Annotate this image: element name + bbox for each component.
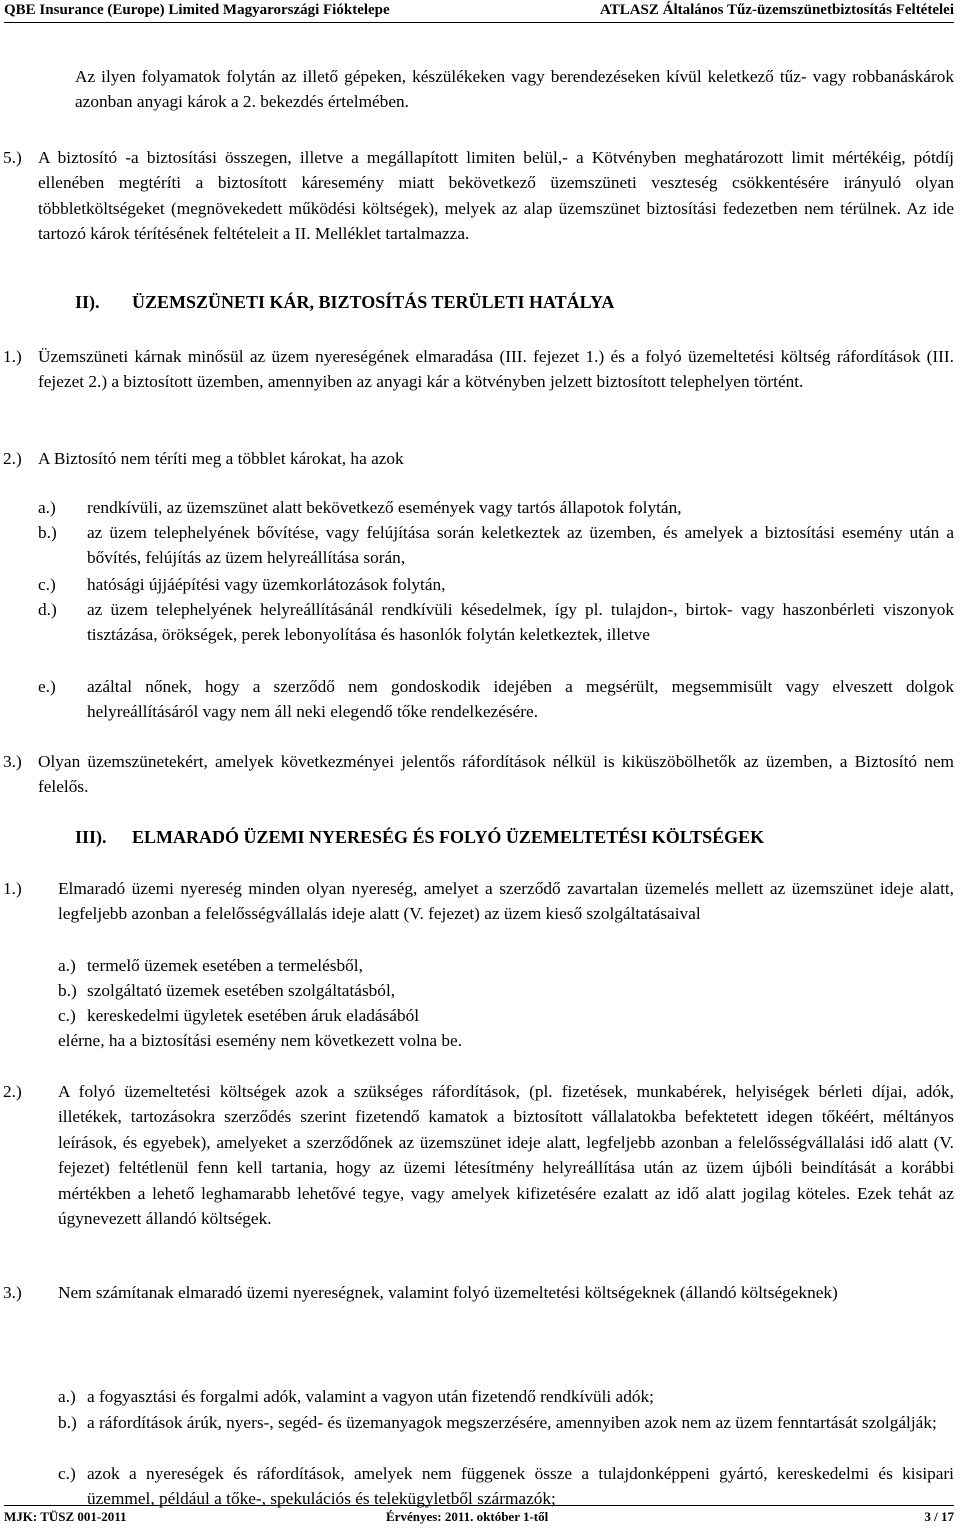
section3-p3-item-a-label: a.) <box>58 1387 76 1406</box>
section3-number: III). <box>75 827 107 847</box>
section3-title: ELMARADÓ ÜZEMI NYERESÉG ÉS FOLYÓ ÜZEMELTETÉSI KÖLTSÉGEK <box>132 827 765 847</box>
section3-p1-closing: elérne, ha a biztosítási esemény nem következett volna be. <box>58 1031 463 1050</box>
section3-p3-number: 3.) <box>3 1283 22 1302</box>
section3-p3-item-c-text: azok a nyereségek és ráfordítások, amelyek nem függenek össze a tulajdonképpeni gyártó, kereskedelmi és kisipari üzemmel, például a tőke-, spekulációs és telekügyletből származók; <box>87 1464 954 1509</box>
section3-p3-item-b-text: a ráfordítások árúk, nyers-, segéd- és üzemanyagok megszerzésére, amennyiben azok nem az üzem fenntartását szolgálják; <box>87 1413 937 1432</box>
page-footer <box>4 1505 954 1526</box>
section3-p1-item-b-text: szolgáltató üzemek esetében szolgáltatásból, <box>87 981 396 1000</box>
section3-p2-number: 2.) <box>3 1082 22 1101</box>
section2-number: II). <box>75 292 100 312</box>
section2-p1-number: 1.) <box>3 347 22 366</box>
section2-item-e-label: e.) <box>38 677 56 696</box>
section1-item5-number: 5.) <box>3 148 22 167</box>
section3-p1-item-a-label: a.) <box>58 956 76 975</box>
section2-p3-number: 3.) <box>3 752 22 771</box>
section2-item-a-label: a.) <box>38 498 56 517</box>
section2-p2-number: 2.) <box>3 449 22 468</box>
section2-item-b-text: az üzem telephelyének bővítése, vagy felújítása során keletkeztek az üzemben, és amelyek a biztosítási esemény után a bővítés, felújítás az üzem helyreállítása során, <box>87 523 954 568</box>
section1-item5-text: A biztosító -a biztosítási összegen, illetve a megállapított limiten belül,- a Kötvényben meghatározott limit mértékéig, pótdíj ellenében megtéríti a biztosított káresemény miatt bekövetkező üzemszüneti veszteség csökkentésére irányuló olyan többletköltségeket (megnövekedett működési költségek), melyek az alap üzemszünet biztosítási fedezetben nem térülnek. Az ide tartozó károk térítésének feltételeit a II. Melléklet tartalmazza. <box>38 148 954 244</box>
footer-page-number: 3 / 17 <box>924 1509 954 1524</box>
section2-item-c-text: hatósági újjáépítési vagy üzemkorlátozások folytán, <box>87 575 446 594</box>
section2-p3-text: Olyan üzemszünetekért, amelyek következményei jelentős ráfordítások nélkül is kiküszöbölhetők az üzemben, a Biztosító nem felelős. <box>38 752 954 797</box>
page-header <box>4 2 954 23</box>
footer-doc-code: MJK: TÜSZ 001-2011 <box>4 1509 127 1524</box>
header-company: QBE Insurance (Europe) Limited Magyarországi Fióktelepe <box>4 2 390 18</box>
section3-p3-item-b-label: b.) <box>58 1413 77 1432</box>
intro-paragraph: Az ilyen folyamatok folytán az illető gépeken, készülékeken vagy berendezéseken kívül keletkező tűz- vagy robbanáskárok azonban anyagi károk a 2. bekezdés értelmében. <box>75 67 954 112</box>
footer-validity: Érvényes: 2011. október 1-től <box>386 1509 549 1524</box>
section3-p3-item-c-label: c.) <box>58 1464 76 1483</box>
section2-title: ÜZEMSZÜNETI KÁR, BIZTOSÍTÁS TERÜLETI HATÁLYA <box>132 292 615 312</box>
section3-p1-text: Elmaradó üzemi nyereség minden olyan nyereség, amelyet a szerződő zavartalan üzemelés mellett az üzemszünet ideje alatt, legfeljebb azonban a felelősségvállalás ideje alatt (V. fejezet) az üzem kieső szolgáltatásaival <box>58 879 954 924</box>
section2-p2-text: A Biztosító nem téríti meg a többlet károkat, ha azok <box>38 449 404 468</box>
section2-item-c-label: c.) <box>38 575 56 594</box>
section2-item-d-label: d.) <box>38 600 57 619</box>
section3-p3-item-a-text: a fogyasztási és forgalmi adók, valamint a vagyon után fizetendő rendkívüli adók; <box>87 1387 654 1406</box>
section2-item-e-text: azáltal nőnek, hogy a szerződő nem gondoskodik idejében a megsérült, megsemmisült vagy elveszett dolgok helyreállításáról vagy nem áll neki elegendő tőke rendelkezésére. <box>87 677 954 722</box>
section3-p1-item-c-label: c.) <box>58 1006 76 1025</box>
section2-p1-text: Üzemszüneti kárnak minősül az üzem nyereségének elmaradása (III. fejezet 1.) és a folyó üzemeltetési költség ráfordítások (III. fejezet 2.) a biztosított üzemben, amennyiben az anyagi kár a kötvényben jelzett biztosított telephelyen történt. <box>38 347 954 392</box>
section2-item-b-label: b.) <box>38 523 57 542</box>
section2-item-a-text: rendkívüli, az üzemszünet alatt bekövetkező események vagy tartós állapotok folytán, <box>87 498 682 517</box>
section3-p1-number: 1.) <box>3 879 22 898</box>
section2-item-d-text: az üzem telephelyének helyreállításánál rendkívüli késedelmek, így pl. tulajdon-, birtok- vagy haszonbérleti viszonyok tisztázása, örökségek, perek lebonyolítása és hasonlók folytán keletkeztek, illetve <box>87 600 954 645</box>
section3-p2-text: A folyó üzemeltetési költségek azok a szükséges ráfordítások, (pl. fizetések, munkabérek, helyiségek bérleti díjai, adók, illetékek, tartozásokra szerződés szerint fizetendő kamatok a biztosított vállalatokba befektetett idegen tőkéért, méltányos leírások, és egyebek), amelyeket a szerződőnek az üzemszünet ideje alatt, legfeljebb azonban a felelősségvállalási idő alatt (V. fejezet) feltétlenül fenn kell tartania, hogy az üzemi létesítmény helyreállítása után az üzem újbóli beindítását a korábbi mértékben a lehető leghamarabb lehetővé tegye, vagy amelyek kifizetésére ezalatt az idő alatt jogilag köteles. Ezek tehát az úgynevezett állandó költségek. <box>58 1082 954 1229</box>
header-document-title: ATLASZ Általános Tűz-üzemszünetbiztosítás Feltételei <box>599 2 954 18</box>
section3-p3-text: Nem számítanak elmaradó üzemi nyereségnek, valamint folyó üzemeltetési költségeknek (állandó költségeknek) <box>58 1283 838 1302</box>
section3-p1-item-c-text: kereskedelmi ügyletek esetében áruk eladásából <box>87 1006 420 1025</box>
section3-p1-item-b-label: b.) <box>58 981 77 1000</box>
section3-p1-item-a-text: termelő üzemek esetében a termelésből, <box>87 956 363 975</box>
